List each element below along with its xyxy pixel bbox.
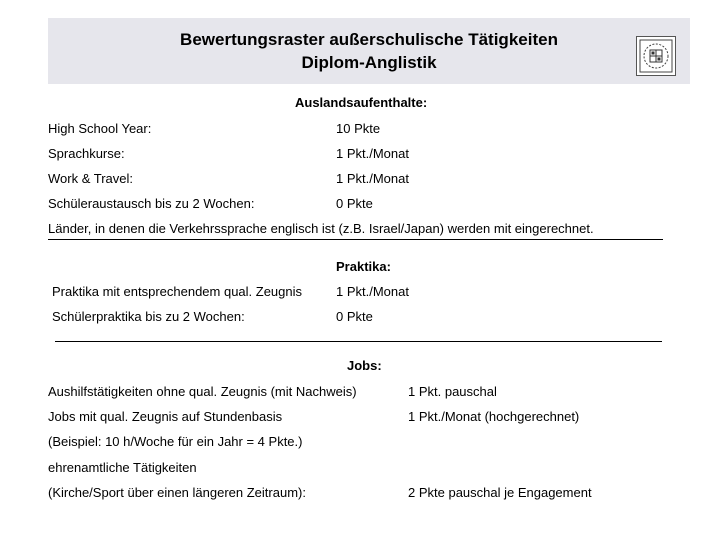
row-detail-ehrenamt: (Kirche/Sport über einen längeren Zeitraum):: [48, 485, 306, 500]
row-points-sprachkurse: 1 Pkt./Monat: [336, 146, 409, 161]
university-seal-icon: [636, 36, 676, 76]
row-label-praktika-zeugnis: Praktika mit entsprechendem qual. Zeugnis: [52, 284, 303, 299]
row-label-schueleraustausch: Schüleraustausch bis zu 2 Wochen:: [48, 196, 255, 211]
row-label-schuelerpraktika: Schülerpraktika bis zu 2 Wochen:: [52, 309, 245, 324]
row-points-schueleraustausch: 0 Pkte: [336, 196, 373, 211]
section-divider: [48, 239, 663, 240]
row-points-high-school: 10 Pkte: [336, 121, 381, 136]
section-heading-jobs: Jobs:: [347, 358, 382, 373]
jobs-example-note: (Beispiel: 10 h/Woche für ein Jahr = 4 Pkte.): [48, 434, 303, 449]
row-label-jobs-zeugnis: Jobs mit qual. Zeugnis auf Stundenbasis: [48, 409, 283, 424]
title-banner: [48, 18, 690, 84]
row-label-ehrenamt: ehrenamtliche Tätigkeiten: [48, 460, 197, 475]
section-divider: [55, 341, 662, 342]
section-heading-praktika: Praktika:: [336, 259, 391, 274]
row-points-schuelerpraktika: 0 Pkte: [336, 309, 373, 324]
row-points-praktika-zeugnis: 1 Pkt./Monat: [336, 284, 409, 299]
row-label-sprachkurse: Sprachkurse:: [48, 146, 125, 161]
row-label-aushilfstaetigkeiten: Aushilfstätigkeiten ohne qual. Zeugnis (mit Nachweis): [48, 384, 357, 399]
row-points-jobs-zeugnis: 1 Pkt./Monat (hochgerechnet): [408, 409, 580, 424]
row-points-aushilfstaetigkeiten: 1 Pkt. pauschal: [408, 384, 497, 399]
row-label-work-travel: Work & Travel:: [48, 171, 134, 186]
section-heading-auslandsaufenthalte: Auslandsaufenthalte:: [295, 95, 428, 110]
row-points-work-travel: 1 Pkt./Monat: [336, 171, 409, 186]
row-points-ehrenamt: 2 Pkte pauschal je Engagement: [408, 485, 592, 500]
auslands-note: Länder, in denen die Verkehrssprache englisch ist (z.B. Israel/Japan) werden mit eingerechnet.: [48, 221, 594, 236]
page-title: Bewertungsraster außerschulische Tätigkeiten: [180, 30, 558, 49]
row-label-high-school: High School Year:: [48, 121, 152, 136]
page-subtitle: Diplom-Anglistik: [301, 53, 437, 72]
